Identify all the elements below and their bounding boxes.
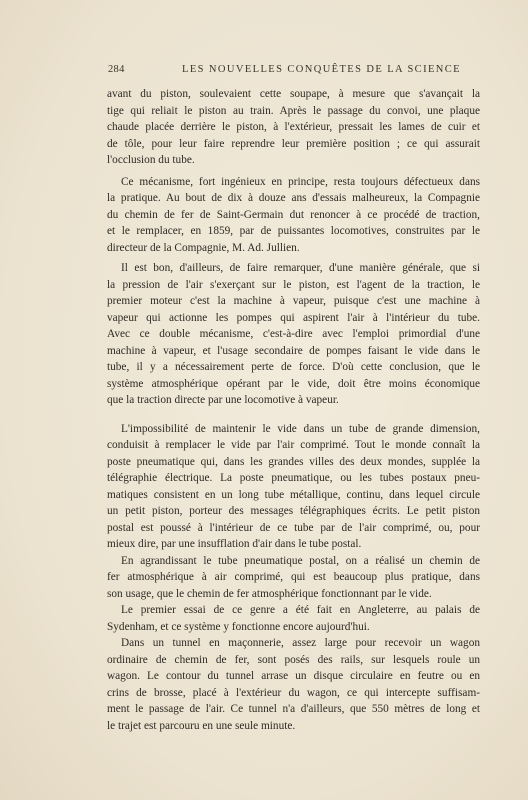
paragraph bbox=[107, 174, 480, 257]
text-line: ordinaire de chemin de fer, sont posés des rails, sur lesquels roule un bbox=[107, 653, 480, 666]
text-line: l'occlusion du tube. bbox=[107, 154, 195, 166]
text-line: conduisit à remplacer le vide par l'air comprimé. Tout le monde connaît la bbox=[107, 439, 480, 451]
text-line: ment le passage de l'air. Ce tunnel n'a d'ailleurs, que 550 mètres de long et bbox=[107, 703, 480, 715]
text-line: son usage, que le chemin de fer atmosphérique fonctionnant par le vide. bbox=[107, 587, 432, 600]
text-line: Sydenham, et ce système y fonctionne encore aujourd'hui. bbox=[107, 620, 370, 633]
text-line: Le premier essai de ce genre a été fait en Angleterre, au palais de bbox=[121, 604, 480, 616]
text-line: tige qui reliait le piston au train. Après le passage du convoi, une plaque bbox=[107, 104, 480, 117]
text-line: système atmosphérique opérant par le vide, doit être moins économique bbox=[107, 377, 480, 390]
text-line: Avec ce double mécanisme, c'est-à-dire avec l'emploi primordial d'une bbox=[107, 328, 480, 340]
body-text bbox=[107, 86, 480, 734]
text-line: un petit piston, porteur des messages télégraphiques écrits. Le petit piston bbox=[107, 505, 480, 517]
paragraph bbox=[107, 635, 480, 734]
running-title: LES NOUVELLES CONQUÊTES DE LA SCIENCE bbox=[182, 64, 462, 75]
text-line: et le remplacer, en 1859, par de puissantes locomotives, construites par le bbox=[107, 225, 480, 237]
text-line: le trajet est parcouru en une seule minute. bbox=[107, 719, 296, 732]
text-line: du chemin de fer de Saint-Germain dut renoncer à ce procédé de traction, bbox=[107, 208, 480, 221]
text-line: télégraphie électrique. La poste pneumatique, ou les tubes postaux pneu- bbox=[107, 472, 480, 484]
text-line: En agrandissant le tube pneumatique postal, on a réalisé un chemin de bbox=[121, 554, 480, 567]
page-header bbox=[108, 64, 480, 78]
text-line: postal est poussé à l'intérieur de ce tube par de l'air comprimé, ou, pour bbox=[107, 521, 480, 534]
text-line: crins de brosse, placé à l'extérieur du wagon, ce qui intercepte suffisam- bbox=[107, 686, 480, 699]
text-line: Il est bon, d'ailleurs, de faire remarquer, d'une manière générale, que si bbox=[121, 262, 480, 274]
text-line: de tôle, pour leur faire reprendre leur première position ; ce qui assurait bbox=[107, 137, 480, 150]
text-line: machine à vapeur, et l'usage secondaire de pompes faisant le vide dans le bbox=[107, 344, 480, 357]
text-line: tube, il y a nécessairement perte de force. D'où cette conclusion, que le bbox=[107, 361, 480, 373]
text-line: la pression de l'air s'exerçant sur le piston, est l'agent de la traction, le bbox=[107, 278, 480, 291]
text-line: Dans un tunnel en maçonnerie, assez large pour recevoir un wagon bbox=[121, 637, 480, 649]
text-line: matiques consistent en un long tube métallique, continu, dans lequel circule bbox=[107, 488, 480, 501]
page-number: 284 bbox=[108, 64, 125, 75]
text-line: wagon. Le contour du tunnel arrase un disque circulaire en feutre ou en bbox=[107, 670, 480, 682]
paragraph bbox=[107, 421, 480, 553]
text-line: la pratique. Au bout de dix à douze ans d'essais malheureux, la Compagnie bbox=[107, 192, 480, 204]
text-line: vapeur qui actionne les pompes qui aspirent l'air à l'intérieur du tube. bbox=[107, 311, 480, 324]
text-line: Ce mécanisme, fort ingénieux en principe, resta toujours défectueux dans bbox=[121, 175, 480, 188]
paragraph bbox=[107, 553, 480, 603]
text-line: poste pneumatique qui, dans les grandes villes des deux mondes, supplée la bbox=[107, 455, 480, 468]
text-line: que la traction directe par une locomotive à vapeur. bbox=[107, 394, 339, 406]
text-line: fer atmosphérique à air comprimé, qui est beaucoup plus pratique, dans bbox=[107, 571, 480, 583]
text-line: L'impossibilité de maintenir le vide dans un tube de grande dimension, bbox=[121, 422, 480, 435]
text-line: directeur de la Compagnie, M. Ad. Jullien. bbox=[107, 241, 300, 254]
text-line: mieux dire, par une insufflation d'air dans le tube postal. bbox=[107, 538, 362, 550]
text-line: chaude placée derrière le piston, à l'extérieur, pressait les lames de cuir et bbox=[107, 121, 480, 133]
text-line: premier moteur c'est la machine à vapeur, puisque c'est une machine à bbox=[107, 295, 480, 307]
paragraph bbox=[107, 86, 480, 169]
paragraph bbox=[107, 260, 480, 409]
text-line: avant du piston, soulevaient cette soupape, à mesure que s'avançait la bbox=[107, 88, 480, 100]
paragraph bbox=[107, 602, 480, 635]
